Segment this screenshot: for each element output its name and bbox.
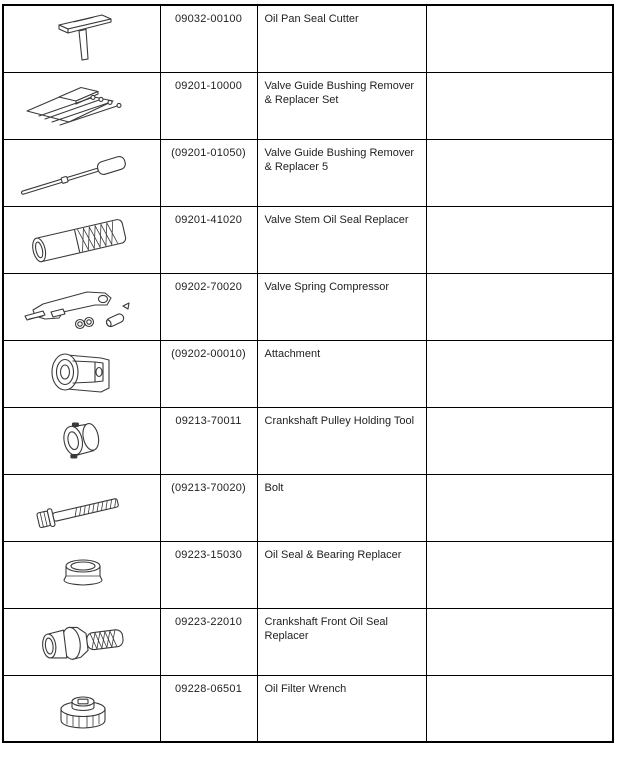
notes-cell: [426, 139, 613, 206]
table-row: [3, 675, 613, 742]
valve-spring-compressor-icon: [7, 274, 157, 336]
description-cell: [257, 675, 426, 742]
illustration-cell: [3, 474, 160, 541]
part-number-cell: [160, 5, 257, 72]
part-number-cell: [160, 72, 257, 139]
table-row: [3, 72, 613, 139]
valve-guide-bushing-remover-replacer-set-icon: [7, 73, 157, 135]
description-cell: [257, 273, 426, 340]
part-number-cell: [160, 340, 257, 407]
description-cell: [257, 608, 426, 675]
table-row: [3, 206, 613, 273]
table-row: [3, 541, 613, 608]
table-row: [3, 340, 613, 407]
notes-cell: [426, 407, 613, 474]
part-number: (09201-01050): [171, 146, 246, 159]
valve-stem-oil-seal-replacer-icon: [7, 207, 157, 269]
tool-description: Oil Seal & Bearing Replacer: [264, 548, 402, 561]
tool-description: Valve Guide Bushing Remover & Replacer 5: [264, 146, 415, 174]
attachment-icon: [7, 341, 157, 403]
illustration-cell: [3, 206, 160, 273]
illustration-cell: [3, 72, 160, 139]
illustration-cell: [3, 541, 160, 608]
part-number-cell: [160, 608, 257, 675]
part-number-cell: [160, 206, 257, 273]
part-number-cell: [160, 139, 257, 206]
tool-description: Crankshaft Front Oil Seal Replacer: [264, 615, 388, 643]
illustration-cell: [3, 139, 160, 206]
part-number: (09202-00010): [171, 347, 246, 360]
description-cell: [257, 139, 426, 206]
illustration-cell: [3, 675, 160, 742]
notes-cell: [426, 474, 613, 541]
description-cell: [257, 72, 426, 139]
description-cell: [257, 541, 426, 608]
part-number: 09223-22010: [174, 615, 243, 628]
illustration-cell: [3, 273, 160, 340]
part-number: 09228-06501: [174, 682, 243, 695]
part-number: 09032-00100: [174, 13, 243, 25]
part-number: 09201-41020: [174, 213, 243, 226]
notes-cell: [426, 72, 613, 139]
part-number-cell: [160, 474, 257, 541]
description-cell: [257, 206, 426, 273]
oil-pan-seal-cutter-icon: [7, 6, 157, 68]
notes-cell: [426, 340, 613, 407]
description-cell: [257, 407, 426, 474]
part-number: 09223-15030: [174, 548, 243, 561]
part-number-cell: [160, 675, 257, 742]
notes-cell: [426, 273, 613, 340]
oil-seal-bearing-replacer-icon: [7, 542, 157, 604]
illustration-cell: [3, 5, 160, 72]
tool-description: Valve Stem Oil Seal Replacer: [264, 213, 409, 226]
description-cell: [257, 474, 426, 541]
table-row: [3, 5, 613, 72]
illustration-cell: [3, 407, 160, 474]
tool-description: Bolt: [264, 481, 284, 494]
table-row: [3, 608, 613, 675]
crankshaft-front-oil-seal-replacer-icon: [7, 609, 157, 671]
tool-description: Attachment: [264, 347, 321, 360]
description-cell: [257, 340, 426, 407]
description-cell: [257, 5, 426, 72]
crankshaft-pulley-holding-tool-icon: [7, 408, 157, 470]
table-row: [3, 407, 613, 474]
valve-guide-bushing-remover-replacer-5-icon: [7, 140, 157, 202]
table-row: [3, 474, 613, 541]
oil-filter-wrench-icon: [7, 676, 157, 738]
notes-cell: [426, 675, 613, 742]
notes-cell: [426, 5, 613, 72]
tool-description: Valve Guide Bushing Remover & Replacer Set: [264, 79, 415, 107]
part-number-cell: [160, 273, 257, 340]
bolt-icon: [7, 475, 157, 537]
tool-description: Oil Pan Seal Cutter: [264, 13, 359, 25]
illustration-cell: [3, 340, 160, 407]
tool-description: Crankshaft Pulley Holding Tool: [264, 414, 415, 427]
notes-cell: [426, 541, 613, 608]
part-number-cell: [160, 541, 257, 608]
tool-description: Oil Filter Wrench: [264, 682, 347, 695]
part-number: (09213-70020): [171, 481, 246, 494]
sst-table: [2, 4, 614, 743]
part-number-cell: [160, 407, 257, 474]
illustration-cell: [3, 608, 160, 675]
table-row: [3, 273, 613, 340]
part-number: 09202-70020: [174, 280, 243, 293]
notes-cell: [426, 206, 613, 273]
tool-description: Valve Spring Compressor: [264, 280, 390, 293]
table-row: [3, 139, 613, 206]
part-number: 09201-10000: [174, 79, 243, 92]
part-number: 09213-70011: [175, 414, 242, 427]
notes-cell: [426, 608, 613, 675]
